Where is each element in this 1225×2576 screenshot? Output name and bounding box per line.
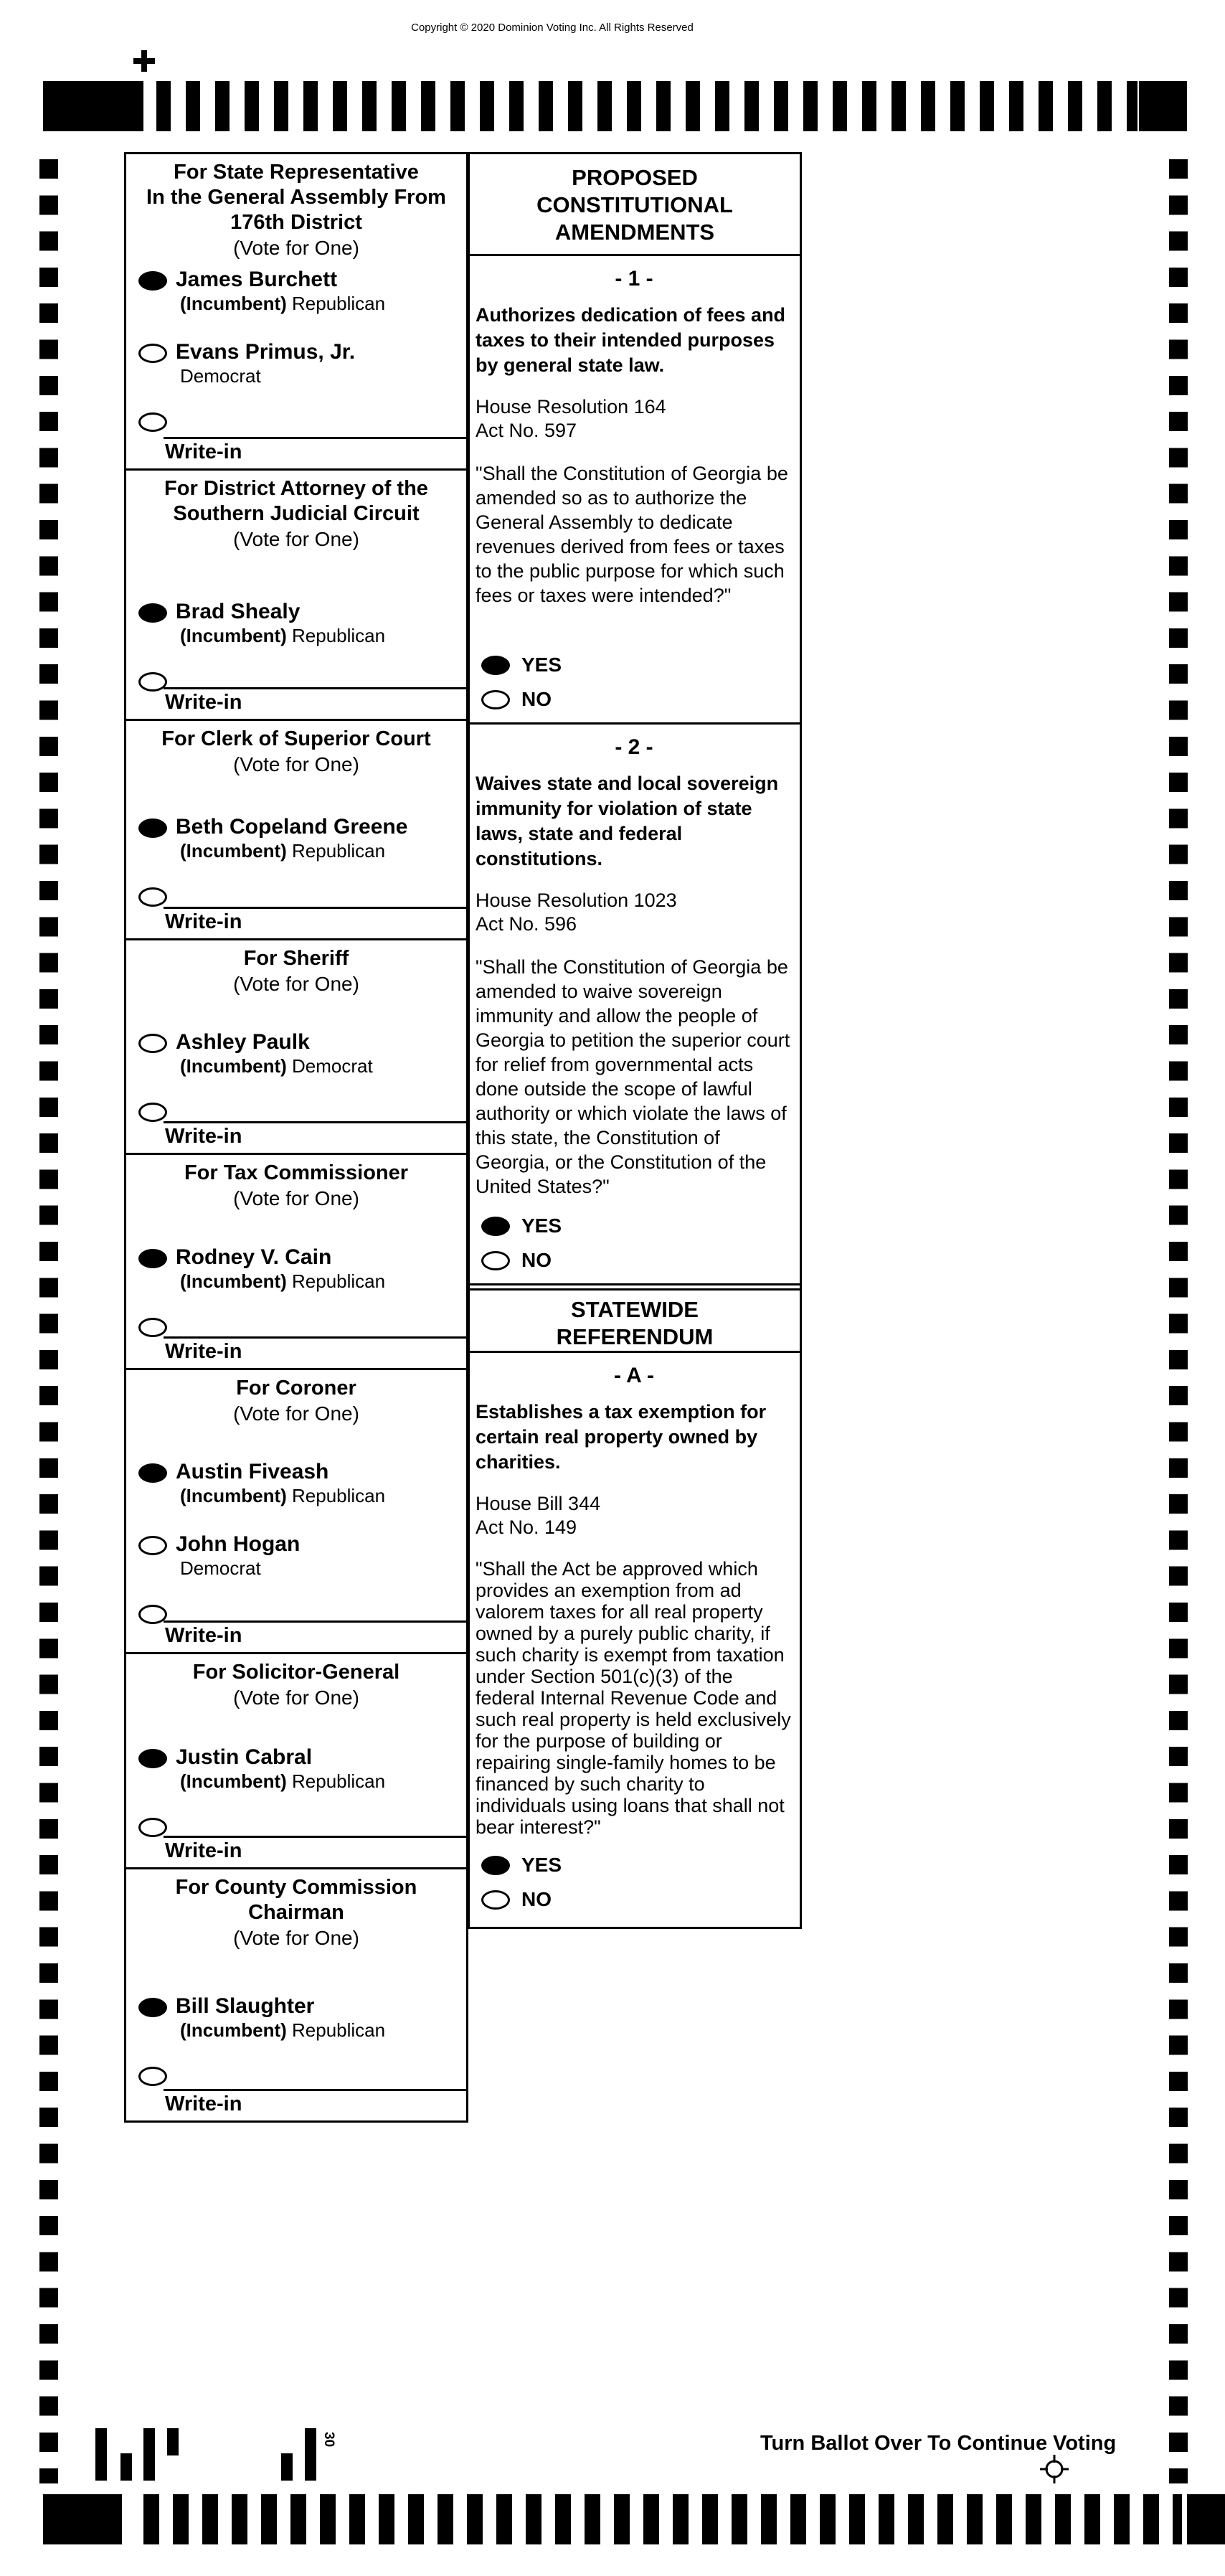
copyright-text: Copyright © 2020 Dominion Voting Inc. All Rights Reserved: [411, 22, 694, 34]
incumbent-label: (Incumbent): [180, 1485, 287, 1506]
contest-title: [126, 721, 466, 777]
candidate-text: [176, 268, 385, 315]
measure-references: [476, 395, 793, 443]
plus-registration-icon: [133, 50, 155, 72]
barcode-bar: [305, 2428, 316, 2481]
contest-title-line: For Clerk of Superior Court: [161, 727, 431, 750]
candidate-list: [126, 600, 466, 692]
candidate-oval[interactable]: [138, 271, 167, 291]
timing-rail-right: [1169, 159, 1188, 2483]
party-label: Republican: [292, 1485, 386, 1506]
choice-oval[interactable]: [481, 690, 510, 709]
write-in-label: Write-in: [165, 1340, 242, 1363]
candidate-party: [176, 1270, 385, 1293]
candidate-text: [176, 815, 407, 862]
candidate-name: John Hogan: [176, 1532, 301, 1556]
write-in-label: Write-in: [165, 691, 242, 714]
candidate-party: [176, 624, 385, 647]
candidate-list: [126, 1030, 466, 1122]
contest-title-line: For District Attorney of the: [164, 477, 428, 500]
candidate-text: [176, 1030, 373, 1077]
candidate-text: [176, 1460, 385, 1507]
write-in-label: Write-in: [165, 1839, 242, 1862]
write-in-label: Write-in: [165, 440, 242, 463]
candidate-list: [126, 1460, 466, 1624]
contest-title-line: For County Commission: [175, 1876, 417, 1899]
write-in-area[interactable]: [164, 1336, 466, 1368]
candidate-text: [176, 1245, 385, 1293]
candidate-text: [176, 600, 385, 647]
incumbent-label: (Incumbent): [180, 1770, 287, 1792]
contest-title: [126, 1155, 466, 1211]
candidate-oval[interactable]: [138, 1034, 167, 1053]
candidate-text: [176, 1994, 385, 2042]
timing-band-bottom-left-block: [43, 2494, 122, 2544]
vote-for-one-label: (Vote for One): [233, 753, 359, 775]
candidate-party: [176, 292, 385, 315]
turn-ballot-over-instruction: Turn Ballot Over To Continue Voting: [760, 2432, 1117, 2455]
contest-title: [126, 1654, 466, 1710]
write-in-label: Write-in: [165, 910, 242, 933]
candidate-oval[interactable]: [138, 1536, 167, 1555]
amendments-header-line: CONSTITUTIONAL: [536, 192, 733, 217]
ballot-measure: [470, 1353, 800, 1927]
amendments-header-line: PROPOSED: [572, 165, 698, 190]
choice-oval[interactable]: [481, 1251, 510, 1270]
candidate-row: [126, 340, 466, 389]
party-label: Republican: [292, 625, 386, 646]
choice-label: YES: [521, 1854, 562, 1876]
choice-oval[interactable]: [481, 1217, 510, 1236]
party-label: Democrat: [180, 365, 261, 387]
measure-number: - 2 -: [615, 735, 653, 759]
candidate-row: [126, 1532, 466, 1581]
measure-question: "Shall the Constitution of Georgia be amended so as to authorize the General Assembly to dedicate revenues derived from fees or taxes to the public purpose for which such fees or taxes were intended?": [476, 463, 788, 606]
candidate-row: [126, 268, 466, 316]
contest-title: [126, 1869, 466, 1950]
contest-title-line: In the General Assembly From: [146, 186, 446, 209]
measure-number: - 1 -: [615, 267, 653, 291]
choice-label: NO: [521, 1249, 552, 1271]
contest-title-line: Southern Judicial Circuit: [173, 502, 420, 525]
candidate-name: Rodney V. Cain: [176, 1245, 332, 1269]
party-label: Democrat: [292, 1055, 373, 1077]
measure-question: "Shall the Act be approved which provides an exemption from ad valorem taxes for all real property owned by a purely public charity, if such charity is exempt from taxation under Section 501(c)(3) of the federal Internal Revenue Code and such real property is held exclusively for the purpose of building or repairing single-family homes to be financed by such charity to individuals using loans that shall not bear interest?": [476, 1558, 791, 1838]
candidate-name: Brad Shealy: [176, 600, 301, 623]
incumbent-label: (Incumbent): [180, 625, 287, 646]
candidate-oval[interactable]: [138, 1249, 167, 1268]
candidate-oval[interactable]: [138, 603, 167, 623]
write-in-oval[interactable]: [138, 1318, 167, 1337]
write-in-oval[interactable]: [138, 672, 167, 692]
candidate-text: [176, 1532, 300, 1580]
contest-title-line: For Sheriff: [243, 947, 349, 970]
candidate-party: [176, 1770, 385, 1793]
referendum-header-line: STATEWIDE: [571, 1297, 699, 1322]
write-in-area[interactable]: [164, 1620, 466, 1652]
write-in-oval[interactable]: [138, 1818, 167, 1837]
vote-for-one-label: (Vote for One): [233, 973, 359, 995]
amendments-header-line: AMENDMENTS: [554, 220, 715, 245]
contest-box: [126, 471, 466, 721]
ballot-measure: [470, 725, 800, 1285]
measure-choices: [476, 1854, 793, 1911]
barcode-bar: [120, 2453, 132, 2481]
write-in-oval[interactable]: [138, 1605, 167, 1624]
contest-box: [126, 721, 466, 940]
timing-band-top-bars: [156, 81, 1138, 131]
contest-title-line: For State Representative: [174, 161, 419, 184]
party-label: Democrat: [180, 1557, 261, 1579]
write-in-area[interactable]: [164, 687, 466, 719]
candidate-row: [126, 1245, 466, 1294]
write-in-area[interactable]: [164, 1836, 466, 1867]
choice-row: [476, 1214, 793, 1237]
candidate-oval[interactable]: [138, 818, 167, 838]
choice-row: [476, 654, 793, 676]
candidate-list: [126, 1245, 466, 1337]
contest-box: [126, 940, 466, 1155]
candidate-party: [176, 364, 355, 387]
measure-reference-line: Act No. 149: [476, 1516, 577, 1538]
write-in-area[interactable]: [164, 437, 466, 468]
contest-title: [126, 1370, 466, 1426]
measure-references: [476, 1492, 793, 1539]
candidate-name: Bill Slaughter: [176, 1994, 315, 2018]
choice-row: [476, 688, 793, 711]
contest-title-line: For Solicitor-General: [192, 1661, 400, 1684]
candidate-row: [126, 1994, 466, 2043]
candidate-row: [126, 815, 466, 864]
candidate-party: [176, 1055, 373, 1077]
measure-reference-line: House Bill 344: [476, 1493, 601, 1514]
write-in-oval[interactable]: [138, 1103, 167, 1122]
choice-label: YES: [521, 1214, 562, 1237]
contest-title-line: 176th District: [230, 211, 362, 234]
vote-for-one-label: (Vote for One): [233, 1402, 359, 1425]
choice-label: NO: [521, 1888, 552, 1910]
contest-title-line: For Tax Commissioner: [184, 1161, 409, 1184]
ballot-measure: [470, 256, 800, 725]
measure-summary: Authorizes dedication of fees and taxes to their intended purposes by general state law.: [476, 304, 786, 376]
party-label: Republican: [292, 840, 386, 862]
contest-box: [126, 154, 466, 471]
contest-title: [126, 154, 466, 260]
candidate-oval[interactable]: [138, 1998, 167, 2017]
write-in-oval[interactable]: [138, 887, 167, 907]
measure-number: - A -: [613, 1364, 655, 1387]
candidate-party: [176, 1484, 385, 1507]
candidate-text: [176, 1745, 385, 1793]
contest-box: [126, 1869, 466, 2120]
choice-row: [476, 1249, 793, 1272]
vote-for-one-label: (Vote for One): [233, 237, 359, 259]
candidate-row: [126, 600, 466, 648]
registration-target-icon: [1039, 2453, 1070, 2485]
measure-references: [476, 889, 793, 936]
incumbent-label: (Incumbent): [180, 2019, 287, 2041]
candidate-list: [126, 268, 466, 432]
candidate-party: [176, 2019, 385, 2042]
contest-title: [126, 940, 466, 996]
party-label: Republican: [292, 2019, 386, 2041]
contest-box: [126, 1370, 466, 1654]
contest-title: [126, 471, 466, 552]
incumbent-label: (Incumbent): [180, 1270, 287, 1292]
candidate-name: Austin Fiveash: [176, 1460, 329, 1483]
candidate-name: Justin Cabral: [176, 1745, 313, 1769]
incumbent-label: (Incumbent): [180, 1055, 287, 1077]
measure-choices: [476, 1214, 793, 1272]
barcode-bar: [281, 2453, 293, 2481]
choice-row: [476, 1888, 793, 1911]
candidate-list: [126, 1994, 466, 2086]
referendum-header-line: REFERENDUM: [556, 1324, 714, 1349]
candidate-oval[interactable]: [138, 1463, 167, 1483]
choice-oval[interactable]: [481, 1890, 510, 1910]
amendments-header: [470, 154, 800, 256]
measure-reference-line: House Resolution 1023: [476, 890, 677, 911]
write-in-oval[interactable]: [138, 2067, 167, 2086]
candidate-name: Evans Primus, Jr.: [176, 340, 356, 364]
timing-band-top-right-block: [1139, 81, 1187, 131]
candidate-party: [176, 1557, 300, 1580]
candidate-row: [126, 1745, 466, 1794]
party-label: Republican: [292, 1270, 386, 1292]
contest-box: [126, 1654, 466, 1869]
timing-band-top-left-block: [43, 81, 143, 131]
party-label: Republican: [292, 1770, 386, 1792]
barcode-label: 30: [321, 2432, 336, 2448]
measure-summary: Establishes a tax exemption for certain real property owned by charities.: [476, 1401, 767, 1473]
candidate-text: [176, 340, 355, 387]
write-in-label: Write-in: [165, 1624, 242, 1647]
candidate-name: Ashley Paulk: [176, 1030, 310, 1054]
choice-oval[interactable]: [481, 656, 510, 675]
vote-for-one-label: (Vote for One): [233, 1927, 359, 1949]
contest-title-line: For Coroner: [236, 1377, 356, 1400]
measure-choices: [476, 654, 793, 711]
referendum-header: [470, 1288, 800, 1353]
write-in-oval[interactable]: [138, 412, 167, 432]
measure-question: "Shall the Constitution of Georgia be amended to waive sovereign immunity and allow the people of Georgia to petition the superior court for relief from governmental acts done outside the scope of lawful authority or which violate the laws of this state, the Constitution of Georgia, or the Constitution of the United States?": [476, 956, 790, 1197]
measure-reference-line: House Resolution 164: [476, 396, 666, 417]
vote-for-one-label: (Vote for One): [233, 1187, 359, 1209]
contest-box: [126, 1155, 466, 1370]
barcode-bar: [95, 2428, 107, 2481]
candidate-list: [126, 1745, 466, 1837]
timing-band-bottom-right-block: [1187, 2494, 1225, 2544]
candidate-name: Beth Copeland Greene: [176, 815, 408, 839]
contests-column: [124, 152, 468, 2123]
choice-label: YES: [521, 654, 562, 676]
incumbent-label: (Incumbent): [180, 293, 287, 314]
write-in-label: Write-in: [165, 1125, 242, 1148]
choice-row: [476, 1854, 793, 1877]
choice-oval[interactable]: [481, 1856, 510, 1875]
write-in-label: Write-in: [165, 2093, 242, 2115]
candidate-oval[interactable]: [138, 1749, 167, 1768]
contest-title-line: Chairman: [248, 1901, 344, 1924]
timing-rail-left: [39, 159, 58, 2483]
party-label: Republican: [292, 293, 386, 314]
measure-reference-line: Act No. 597: [476, 420, 577, 441]
vote-for-one-label: (Vote for One): [233, 528, 359, 550]
vote-for-one-label: (Vote for One): [233, 1686, 359, 1709]
measure-summary: Waives state and local sovereign immunity for violation of state laws, state and federal constitutions.: [476, 773, 779, 869]
candidate-row: [126, 1460, 466, 1509]
candidate-oval[interactable]: [138, 344, 167, 363]
incumbent-label: (Incumbent): [180, 840, 287, 862]
measure-reference-line: Act No. 596: [476, 913, 577, 935]
barcode-bar: [167, 2428, 179, 2455]
candidate-name: James Burchett: [176, 268, 338, 291]
write-in-area[interactable]: [164, 1121, 466, 1153]
write-in-area[interactable]: [164, 907, 466, 938]
choice-label: NO: [521, 688, 552, 710]
candidate-list: [126, 815, 466, 907]
candidate-row: [126, 1030, 466, 1079]
write-in-area[interactable]: [164, 2089, 466, 2120]
barcode-bar: [143, 2428, 155, 2481]
timing-band-bottom-bars: [143, 2494, 1182, 2544]
candidate-party: [176, 839, 407, 862]
measures-column: [468, 152, 802, 1929]
